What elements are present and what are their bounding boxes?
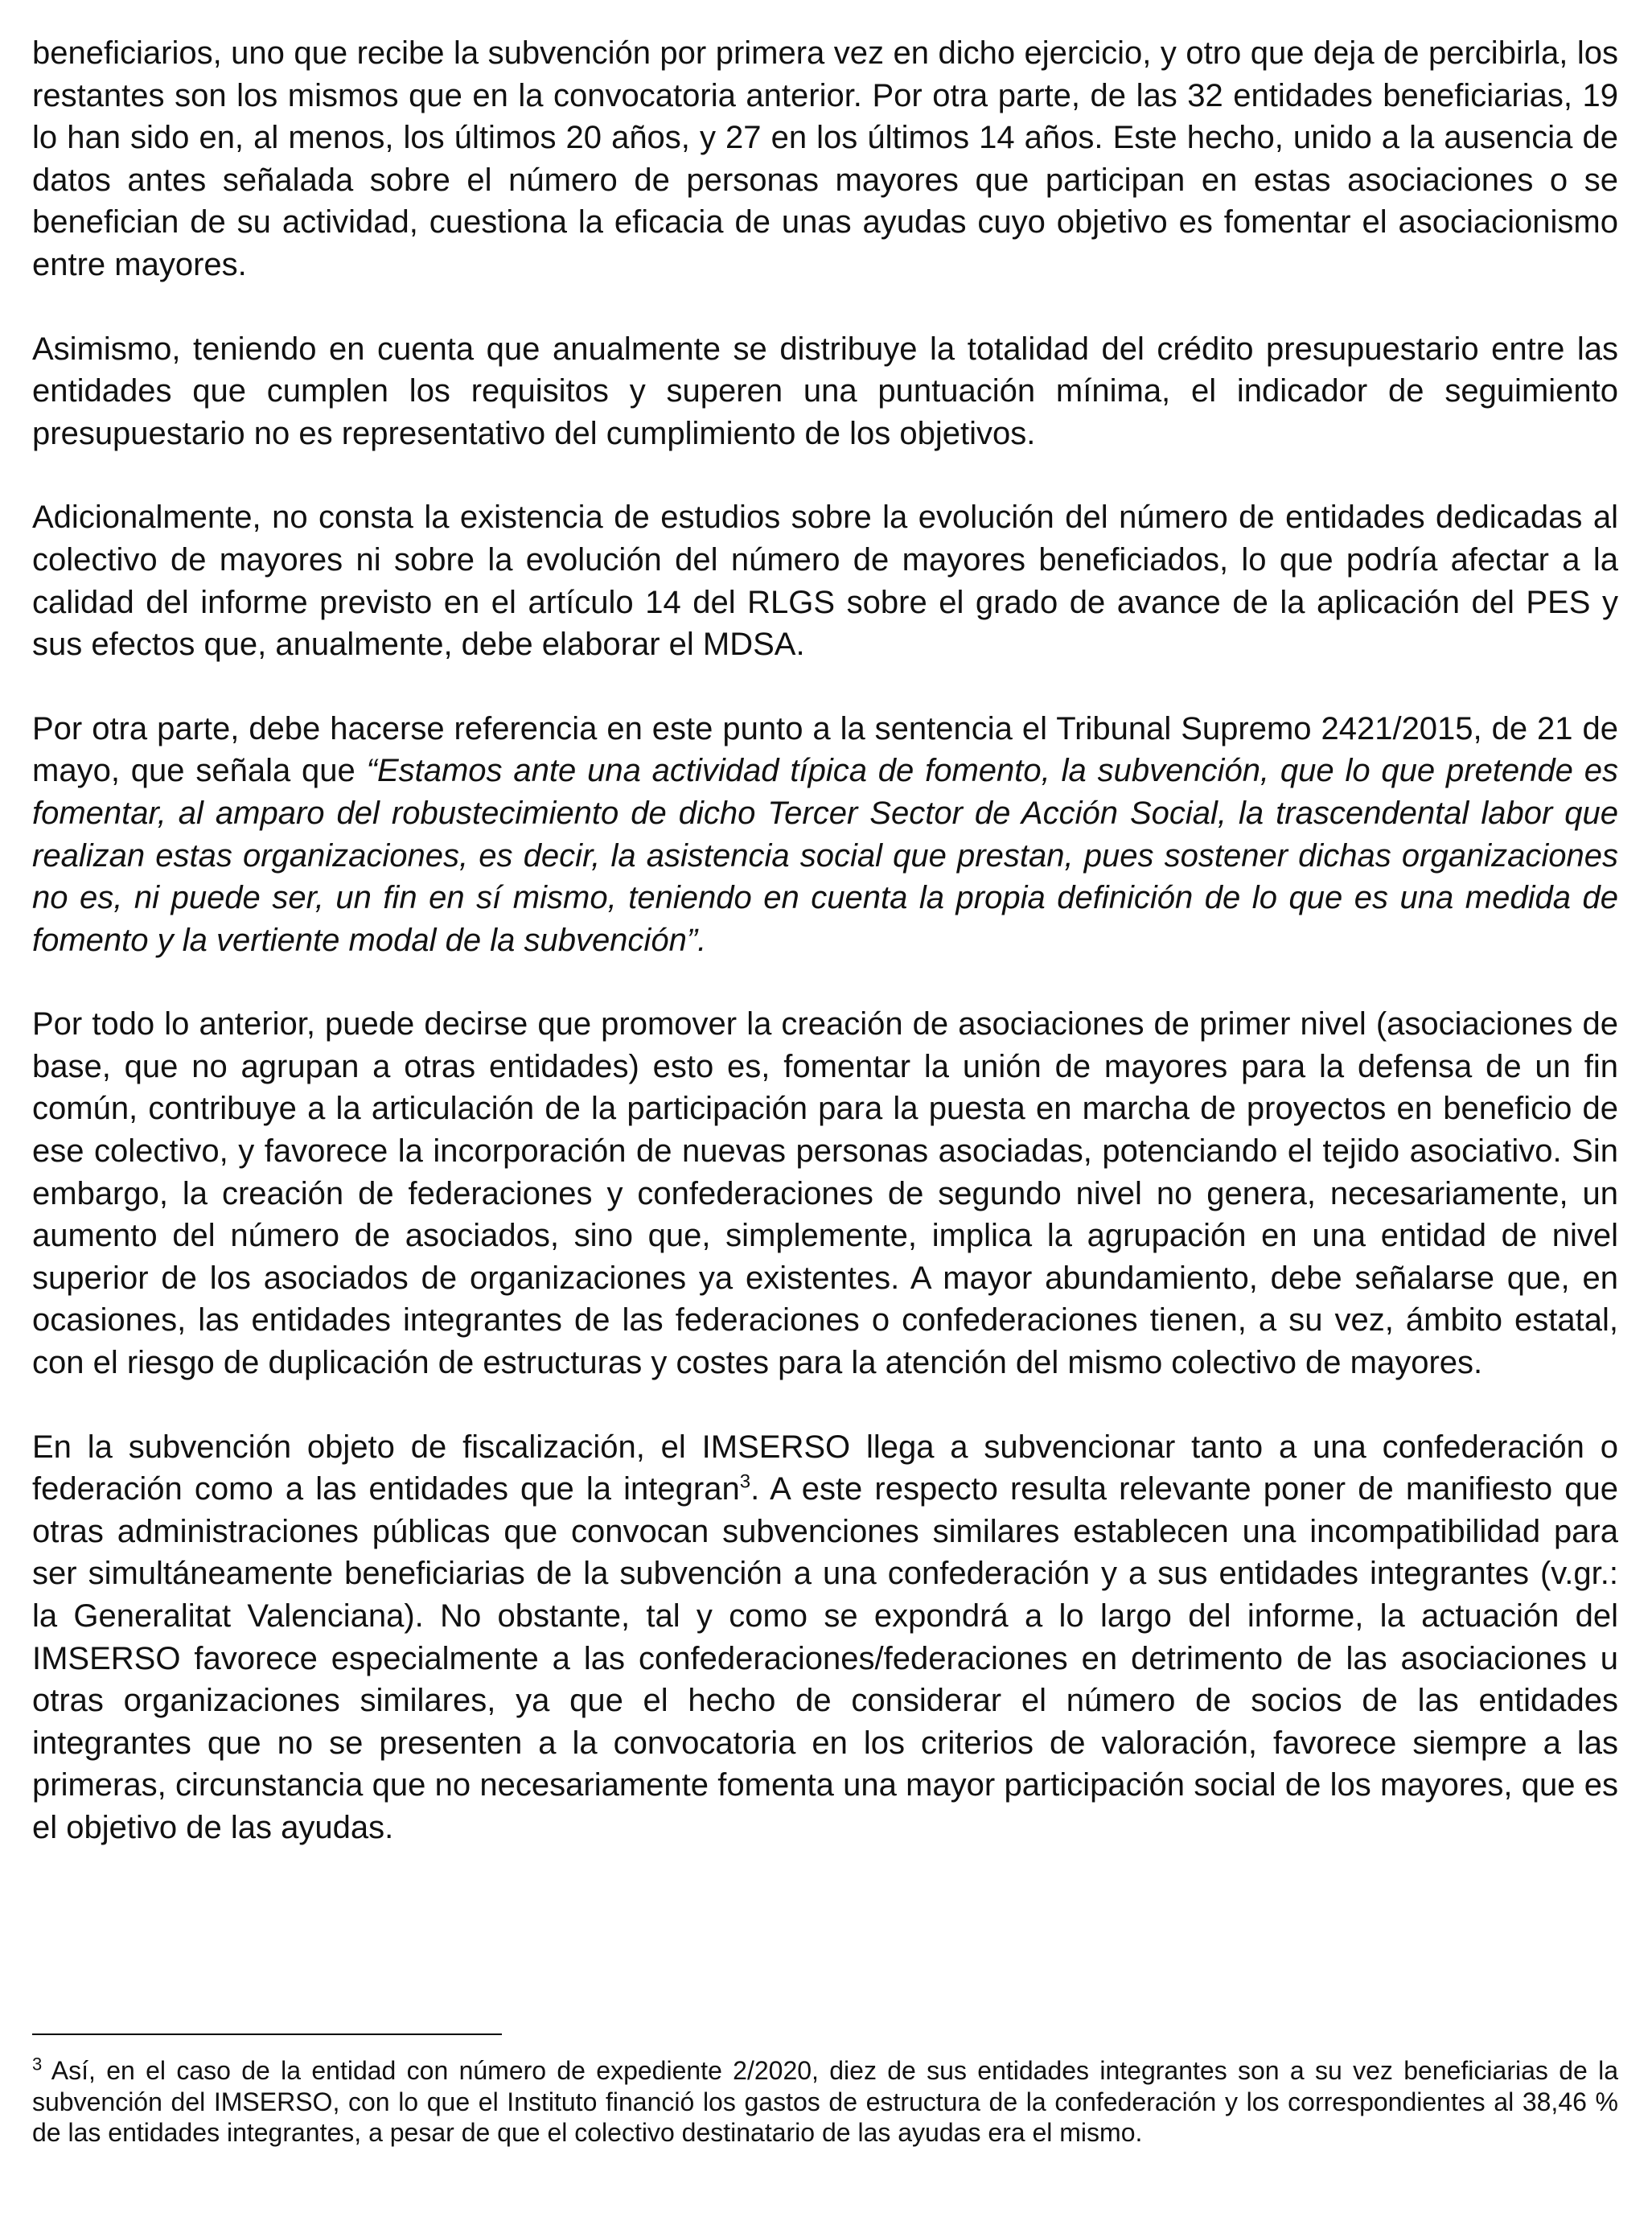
footnote-separator <box>32 2034 502 2035</box>
paragraph-asimismo: Asimismo, teniendo en cuenta que anualmente se distribuye la totalidad del crédito presupuestario entre las entidades que cumplen los requisitos y superen una puntuación mínima, el indicador de seguimiento presupuestario no es representativo del cumplimiento de los objetivos. <box>32 331 1618 451</box>
paragraph-sentencia <box>32 708 1618 962</box>
imserso-text-after: . A este respecto resulta relevante poner de manifiesto que otras administraciones públicas que convocan subvenciones similares establecen una incompatibilidad para ser simultáneamente beneficiarias de la subvención a una confederación y a sus entidades integrantes (v.gr.: la Generalitat Valenciana). No obstante, tal y como se expondrá a lo largo del informe, la actuación del IMSERSO favorece especialmente a las confederaciones/federaciones en detrimento de las asociaciones u otras organizaciones similares, ya que el hecho de considerar el número de socios de las entidades integrantes que no se presenten a la convocatoria en los criterios de valoración, favorece siempre a las primeras, circunstancia que no necesariamente fomenta una mayor participación social de los mayores, que es el objetivo de las ayudas. <box>32 1471 1618 1845</box>
paragraph-por-todo-lo-anterior: Por todo lo anterior, puede decirse que promover la creación de asociaciones de primer nivel (asociaciones de base, que no agrupan a otras entidades) esto es, fomentar la unión de mayores para la defensa de un fin común, contribuye a la articulación de la participación para la puesta en marcha de proyectos en beneficio de ese colectivo, y favorece la incorporación de nuevas personas asociadas, potenciando el tejido asociativo. Sin embargo, la creación de federaciones y confederaciones de segundo nivel no genera, necesariamente, un aumento del número de asociados, sino que, simplemente, implica la agrupación en una entidad de nivel superior de los asociados de organizaciones ya existentes. A mayor abundamiento, debe señalarse que, en ocasiones, las entidades integrantes de las federaciones o confederaciones tienen, a su vez, ámbito estatal, con el riesgo de duplicación de estructuras y costes para la atención del mismo colectivo de mayores. <box>32 1006 1618 1381</box>
footnote-text: Así, en el caso de la entidad con número de expediente 2/2020, diez de sus entidades integrantes son a su vez beneficiarias de la subvención del IMSERSO, con lo que el Instituto financió los gastos de estructura de la confederación y los correspondientes al 38,46 % de las entidades integrantes, a pesar de que el colectivo destinatario de las ayudas era el mismo. <box>32 2056 1618 2147</box>
paragraph-adicionalmente: Adicionalmente, no consta la existencia de estudios sobre la evolución del número de entidades dedicadas al colectivo de mayores ni sobre la evolución del número de mayores beneficiados, lo que podría afectar a la calidad del informe previsto en el artículo 14 del RLGS sobre el grado de avance de la aplicación del PES y sus efectos que, anualmente, debe elaborar el MDSA. <box>32 500 1618 663</box>
sentencia-intro: Por otra parte, debe hacerse referencia en este punto a la sentencia el Tribunal Supremo 2421/2015, de 21 de mayo, que señala que <box>32 710 1618 789</box>
paragraph-beneficiarios: beneficiarios, uno que recibe la subvención por primera vez en dicho ejercicio, y otro que deja de percibirla, los restantes son los mismos que en la convocatoria anterior. Por otra parte, de las 32 entidades beneficiarias, 19 lo han sido en, al menos, los últimos 20 años, y 27 en los últimos 14 años. Este hecho, unido a la ausencia de datos antes señalada sobre el número de personas mayores que participan en estas asociaciones o se benefician de su actividad, cuestiona la eficacia de unas ayudas cuyo objetivo es fomentar el asociacionismo entre mayores. <box>32 35 1618 282</box>
footnote-marker: 3 <box>32 2054 43 2075</box>
sentencia-quote: “Estamos ante una actividad típica de fomento, la subvención, que lo que pretende es fomentar, al amparo del robustecimiento de dicho Tercer Sector de Acción Social, la trascendental labor que realizan estas organizaciones, es decir, la asistencia social que prestan, pues sostener dichas organizaciones no es, ni puede ser, un fin en sí mismo, teniendo en cuenta la propia definición de lo que es una medida de fomento y la vertiente modal de la subvención”. <box>32 753 1618 958</box>
footnote <box>32 2055 1618 2149</box>
imserso-text-before: En la subvención objeto de fiscalización, el IMSERSO llega a subvencionar tanto a una confederación o federación como a las entidades que la integran <box>32 1429 1618 1507</box>
document-body <box>32 32 1618 1849</box>
paragraph-subvencion-imserso <box>32 1426 1618 1849</box>
footnote-reference[interactable]: 3 <box>739 1470 751 1493</box>
